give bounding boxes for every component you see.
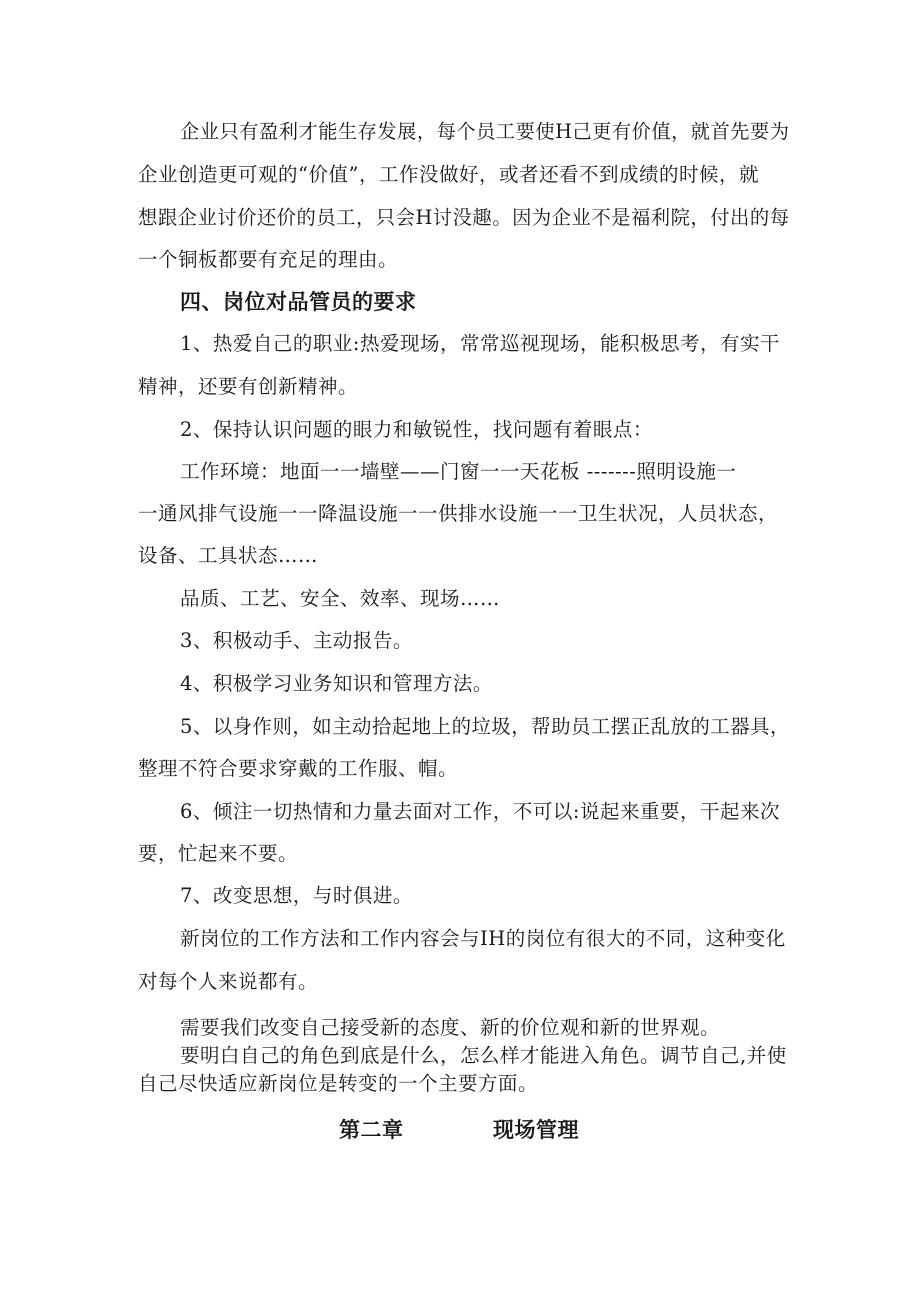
chapter-number: 第二章: [339, 1118, 404, 1142]
paragraph-line: 6、倾注一切热情和力量去面对工作，不可以:说起来重要，干起来次: [180, 800, 780, 823]
paragraph-line: 企业只有盈利才能生存发展，每个员工要使H己更有价值，就首先要为: [180, 120, 790, 143]
paragraph-line: 4、积极学习业务知识和管理方法。: [180, 672, 493, 695]
paragraph-line: 需要我们改变自己接受新的态度、新的价位观和新的世界观。: [180, 1016, 721, 1039]
paragraph-line: 新岗位的工作方法和工作内容会与IH的岗位有很大的不同，这种变化: [180, 927, 786, 950]
paragraph-line: 要，忙起来不要。: [138, 842, 299, 865]
paragraph-line: 要明白自己的角色到底是什么，怎么样才能进入角色。调节自己,并使: [180, 1044, 787, 1067]
paragraph-line: 一个铜板都要有充足的理由。: [138, 248, 399, 271]
paragraph-line: 工作环境：地面一一墙壁——门窗一一天花板 -------照明设施一: [180, 460, 737, 483]
paragraph-line: 7、改变思想，与时俱进。: [180, 884, 413, 907]
section-heading: 四、岗位对品管员的要求: [180, 290, 417, 314]
paragraph-line: 对每个人来说都有。: [138, 970, 319, 993]
paragraph-line: 整理不符合要求穿戴的工作服、帽。: [138, 757, 459, 780]
paragraph-line: 想跟企业讨价还价的员工，只会H讨没趣。因为企业不是福利院，付出的每: [138, 206, 790, 229]
paragraph-line: 2、保持认识问题的眼力和敏锐性，找问题有着眼点：: [180, 418, 653, 441]
paragraph-line: 精神，还要有创新精神。: [138, 375, 359, 398]
paragraph-line: 自己尽快适应新岗位是转变的一个主要方面。: [138, 1072, 539, 1095]
paragraph-line: 设备、工具状态……: [138, 544, 319, 567]
paragraph-line: 1、热爱自己的职业:热爱现场，常常巡视现场，能积极思考，有实干: [180, 332, 780, 355]
paragraph-line: 一通风排气设施一一降温设施一一供排水设施一一卫生状况，人员状态，: [138, 502, 779, 525]
paragraph-line: 3、积极动手、主动报告。: [180, 629, 413, 652]
chapter-title: 现场管理: [493, 1118, 579, 1142]
paragraph-line: 品质、工艺、安全、效率、现场……: [180, 587, 501, 610]
paragraph-line: 5、以身作则，如主动拾起地上的垃圾，帮助员工摆正乱放的工器具，: [180, 715, 790, 738]
paragraph-line: 企业创造更可观的“价值”，工作没做好，或者还看不到成绩的时候，就: [138, 163, 759, 186]
